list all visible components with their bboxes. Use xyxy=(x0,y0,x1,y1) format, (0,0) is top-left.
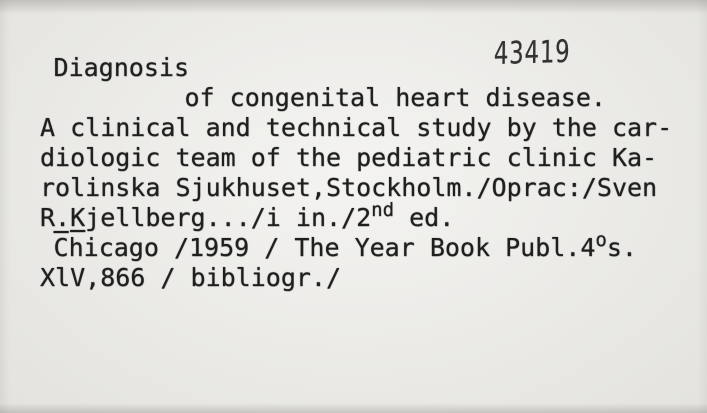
text-segment: XlV,866 / bibliogr./ xyxy=(40,263,342,292)
text-segment: of congenital heart disease. xyxy=(184,83,606,112)
text-segment: R. xyxy=(40,203,71,232)
text-segment: rolinska Sjukhuset,Stockholm./Oprac:/Sven xyxy=(40,173,658,202)
typewritten-line xyxy=(40,263,700,293)
typewritten-line xyxy=(40,83,700,113)
text-segment: jellberg.../i in./2 xyxy=(85,203,372,232)
typewritten-lines xyxy=(40,53,700,293)
typewritten-line xyxy=(40,113,700,143)
typewritten-line xyxy=(40,143,700,173)
text-segment: diologic team of the pediatric clinic Ka- xyxy=(40,143,658,172)
text-segment-overline: $\overline{C}$ xyxy=(53,233,69,262)
text-segment: s. xyxy=(606,233,637,262)
text-segment-sup: nd xyxy=(371,198,395,221)
handwritten-call-number: 43419 xyxy=(493,33,571,73)
text-segment-underline: K xyxy=(70,203,86,232)
typewritten-line xyxy=(40,228,700,263)
text-segment: Diagnosis xyxy=(53,53,189,82)
typewritten-line xyxy=(40,173,700,203)
text-segment-sup: o xyxy=(595,228,607,251)
text-segment: A clinical and technical study by the car- xyxy=(40,113,673,142)
typewritten-line xyxy=(40,53,700,83)
text-segment: hicago /1959 / The Year Book Publ.4 xyxy=(68,233,596,262)
text-segment: ed. xyxy=(394,203,455,232)
